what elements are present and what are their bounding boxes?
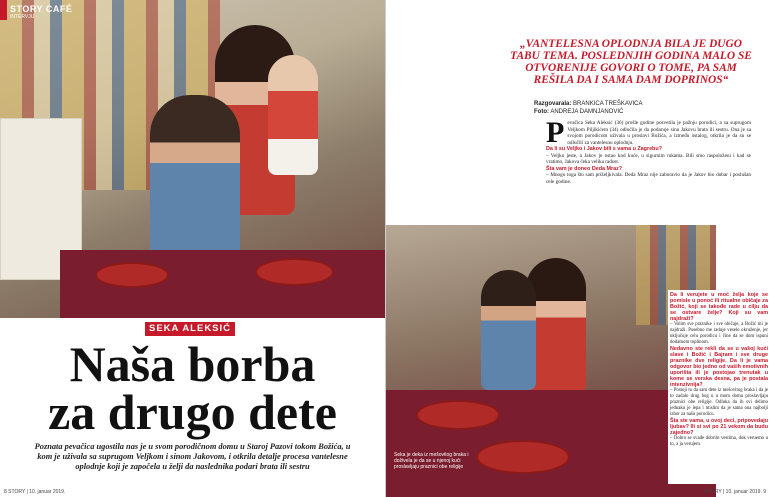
article-body bbox=[546, 120, 751, 220]
rubric-title: STORY CAFÉ bbox=[10, 4, 73, 14]
question-4: Nedavno ste rekli da se u vašoj kući slave i Božić i Bajram i sve druge praznike dve religije. Da li je vama odgovor bio jedno od vaših emotivnih uporišta ili je postojao trenutak u kome se verska desna, pa je postala intenzivnija? bbox=[670, 346, 768, 388]
family-photo bbox=[0, 0, 385, 318]
intro-paragraph: evačica Seka Aleksić (36) prošle godine posvetila je pažnju porodici, a sa suprugom Veljkom Piljikićem (34) odlučila je da podaruje sinu Jakovu brata ili sestru. Ona je sa svojom porodicom uživala u proslavi Božića, a između ostalog, otkrila je da su se odlučili za vantelesnu oplodnju. bbox=[567, 120, 751, 146]
credit-author bbox=[534, 100, 744, 108]
credits bbox=[534, 100, 744, 116]
child-figure bbox=[268, 55, 318, 175]
left-folio: 8 STORY | 10. januar 2019. bbox=[4, 489, 66, 495]
answer-4: – Postoji to da sam dete iz mešovitog braka i da je to zadalo drug bog u u mom domu proslavljaju praznici obe religije. Odluka da ih svi delimo jednako je lepa i mislim da je sama ona najbolji izbor za našu porodicu. bbox=[670, 388, 768, 417]
credit-author-name: BRANKICA TREŠKAVICA bbox=[573, 101, 643, 107]
question-1: Da li su Veljko i Jakov bili s vama u Zagrebu? bbox=[546, 146, 662, 152]
drop-cap: P bbox=[546, 120, 565, 149]
credit-photo-name: ANDREJA DAMNJANOVIĆ bbox=[550, 109, 624, 115]
right-folio: STORY | 10. januar 2019. 9 bbox=[704, 489, 766, 495]
plate bbox=[255, 258, 334, 286]
credit-photo bbox=[534, 108, 744, 116]
question-3: Da li verujete u moć želja koje se pomisle u ponoć ili ritualne običaje za Božić, koji se takođe rade u cilju da se ostvare želje? Koji su vam najdraži? bbox=[670, 292, 768, 322]
credit-photo-label: Foto: bbox=[534, 109, 549, 115]
photo-caption: Seka je deka iz mešovitog braka i doživela je da se u njenoj kući proslavljaju praznici obe religije bbox=[394, 452, 469, 470]
headline-line-1: Naša borba bbox=[69, 336, 316, 392]
lead-paragraph: Poznata pevačica ugostila nas je u svom porodičnom domu u Staroj Pazovi tokom Božića, u kom je uživala sa suprugom Veljkom i sinom Jakovom, i otkrila detalje procesa vantelesne oplodnje koji je započela u želji da naslednika podari brata ili sestru bbox=[34, 442, 351, 471]
rubric-strip bbox=[0, 0, 7, 20]
headline-line-2: za drugo dete bbox=[48, 384, 337, 440]
plate bbox=[476, 440, 570, 474]
right-page bbox=[385, 0, 770, 497]
answer-2: – Mnogo toga što sam priželjkivala. Deda Mraz nije zaboravio da je Jakov bio dobar i poslušan cele godine. bbox=[546, 172, 751, 185]
question-5: Šta ste vama, u ovoj deci, pripovedaju ljubav? Ili si svi po 21 vekom da budu zajedno? bbox=[670, 418, 768, 436]
credit-author-label: Razgovarala: bbox=[534, 101, 572, 107]
pull-quote: „VANTELESNA OPLODNJA BILA JE DUGO TABU TEMA. POSLEDNJIH GODINA MALO SE OTVORENIJE GOVORI O TOME, PA SAM REŠILA DA I SAMA DAM DOPRINOS“ bbox=[510, 38, 752, 86]
answer-3: – Volim sve praznike i sve običaje, a Božić mi je najdraži. Posebno me raduje veselo okruženje, jer uključuje celu porodicu i čine da se dom ispuni dodatnom toplinom. bbox=[670, 322, 768, 345]
answer-1: – Veljko jeste, a Jakov je ostao kod kuće, u sigurnim rukama. Bili smo raspoloženi i kad se vratimo, Jakova čeka velika radost. bbox=[546, 152, 751, 165]
plate bbox=[95, 262, 169, 288]
name-tag: SEKA ALEKSIĆ bbox=[145, 322, 235, 336]
article-column bbox=[668, 290, 770, 484]
man-figure bbox=[150, 95, 240, 265]
plate bbox=[416, 400, 500, 430]
answer-5: – Dobro se svađe dobrim vestima, dok veruemo u to, a ja verujem. bbox=[670, 436, 768, 447]
man-figure bbox=[481, 270, 536, 390]
question-2: Šta vam je doneo Deda Mraz? bbox=[546, 165, 623, 172]
rubric-subtitle: INTERVJU bbox=[10, 14, 35, 20]
